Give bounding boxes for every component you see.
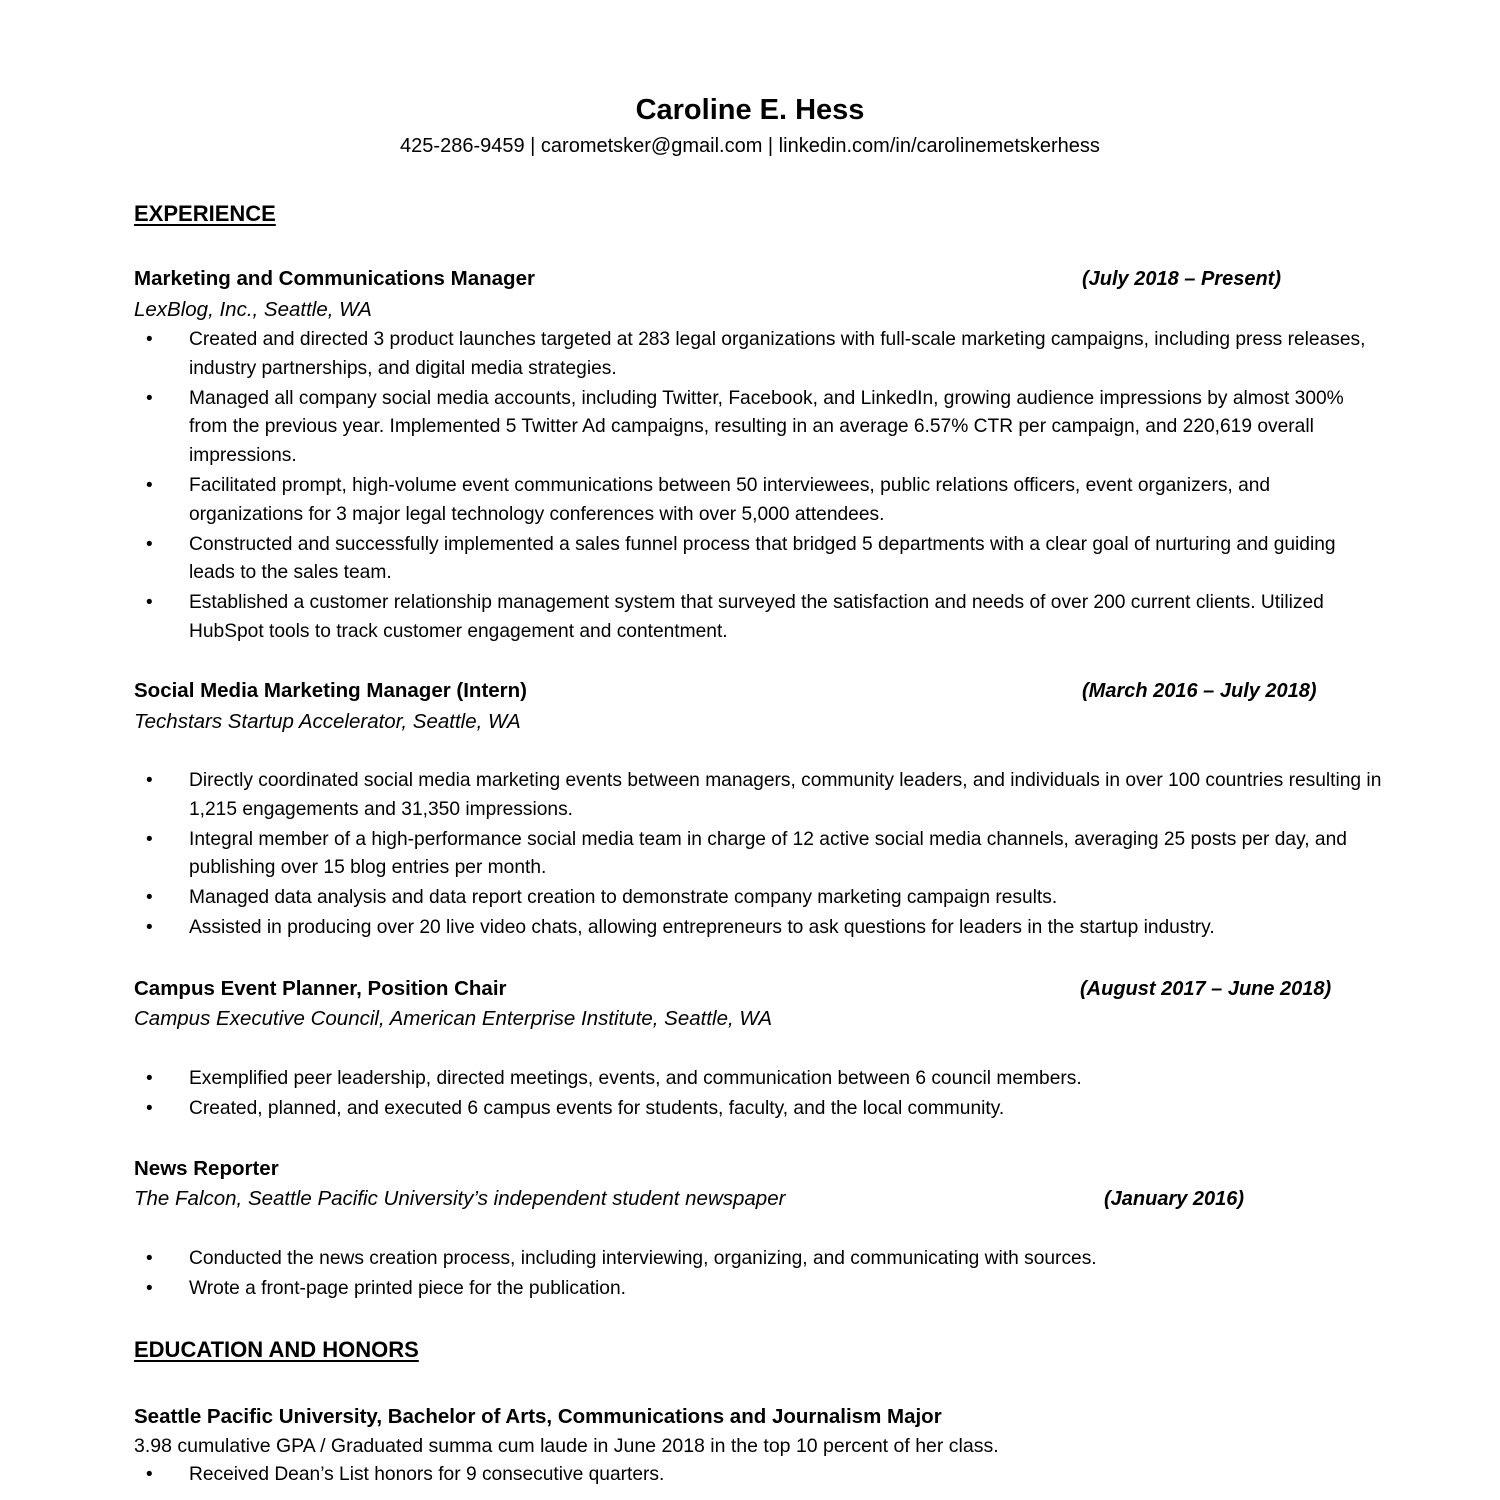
- job-bullets: [134, 1065, 1384, 1125]
- list-item: [134, 767, 1384, 824]
- list-item: [134, 472, 1384, 529]
- bullet-text: Created, planned, and executed 6 campus events for students, faculty, and the local community.: [189, 1098, 1005, 1120]
- bullet-text: Created and directed 3 product launches targeted at 283 legal organizations with full-scale marketing campaigns, including press releases, industry partnerships, and digital media strategies.: [189, 329, 1366, 379]
- bullet-text: Assisted in producing over 20 live video chats, allowing entrepreneurs to ask questions for leaders in the startup industry.: [189, 917, 1215, 939]
- bullet-icon: •: [146, 887, 153, 909]
- list-item: [134, 589, 1384, 646]
- education-heading: EDUCATION AND HONORS: [134, 1337, 419, 1362]
- bullet-text: Managed all company social media accounts, including Twitter, Facebook, and LinkedIn, growing audience impressions by almost 300% from the previous year. Implemented 5 Twitter Ad campaigns, resulting in an average 6.57% CTR per campaign, and 220,619 overall impressions.: [189, 387, 1344, 466]
- job-bullets: [134, 767, 1384, 945]
- bullet-text: Directly coordinated social media marketing events between managers, community leaders, and individuals in over 100 countries resulting in 1,215 engagements and 31,350 impressions.: [189, 770, 1382, 820]
- bullet-icon: •: [146, 1098, 153, 1120]
- bullet-text: Established a customer relationship management system that surveyed the satisfaction and needs of over 200 current clients. Utilized HubSpot tools to track customer engagement and contentment.: [189, 592, 1324, 642]
- list-item: [134, 326, 1384, 383]
- job-dates: (March 2016 – July 2018): [1082, 680, 1317, 702]
- job-employer: Campus Executive Council, American Enterprise Institute, Seattle, WA: [134, 1007, 773, 1030]
- experience-heading: EXPERIENCE: [134, 201, 276, 226]
- bullet-text: Wrote a front-page printed piece for the publication.: [189, 1278, 626, 1300]
- job-title: News Reporter: [134, 1157, 279, 1180]
- list-item: [134, 884, 1384, 913]
- education-bullets: [134, 1461, 1384, 1491]
- list-item: [134, 1065, 1384, 1094]
- list-item: [134, 914, 1384, 943]
- bullet-icon: •: [146, 1248, 153, 1269]
- bullet-text: Exemplified peer leadership, directed meetings, events, and communication between 6 council members.: [189, 1068, 1082, 1089]
- job-dates: (July 2018 – Present): [1082, 268, 1281, 290]
- bullet-text: Managed data analysis and data report creation to demonstrate company marketing campaign results.: [189, 887, 1058, 909]
- bullet-icon: •: [146, 917, 153, 939]
- bullet-icon: •: [146, 1068, 153, 1089]
- list-item: [134, 826, 1384, 883]
- job-employer: Techstars Startup Accelerator, Seattle, WA: [134, 710, 521, 733]
- job-employer: The Falcon, Seattle Pacific University’s independent student newspaper: [134, 1187, 786, 1210]
- bullet-icon: •: [146, 828, 153, 850]
- bullet-icon: •: [146, 592, 153, 614]
- bullet-icon: •: [146, 1278, 153, 1300]
- bullet-icon: •: [146, 474, 153, 496]
- list-item: [134, 1275, 1384, 1304]
- list-item: [134, 385, 1384, 471]
- list-item: [134, 531, 1384, 588]
- bullet-text: Conducted the news creation process, including interviewing, organizing, and communicating with sources.: [189, 1248, 1097, 1269]
- job-bullets: [134, 1245, 1384, 1305]
- education-detail: 3.98 cumulative GPA / Graduated summa cum laude in June 2018 in the top 10 percent of her class.: [134, 1435, 999, 1457]
- bullet-text: Constructed and successfully implemented a sales funnel process that bridged 5 departments with a clear goal of nurturing and guiding leads to the sales team.: [189, 533, 1336, 584]
- job-title: Marketing and Communications Manager: [134, 267, 535, 290]
- resume-name: Caroline E. Hess: [635, 94, 865, 126]
- bullet-icon: •: [146, 533, 153, 555]
- job-title: Campus Event Planner, Position Chair: [134, 977, 507, 1000]
- bullet-text: Integral member of a high-performance social media team in charge of 12 active social media channels, averaging 25 posts per day, and publishing over 15 blog entries per month.: [189, 828, 1347, 879]
- bullet-text: Received Dean’s List honors for 9 consecutive quarters.: [189, 1464, 665, 1485]
- bullet-text: Facilitated prompt, high-volume event communications between 50 interviewees, public relations officers, event organizers, and organizations for 3 major legal technology conferences with over 5,000 attendees.: [189, 474, 1271, 525]
- bullet-icon: •: [146, 387, 153, 409]
- contact-line: 425-286-9459 | carometsker@gmail.com | linkedin.com/in/carolinemetskerhess: [400, 135, 1100, 157]
- job-title: Social Media Marketing Manager (Intern): [134, 679, 527, 702]
- bullet-icon: •: [146, 329, 153, 350]
- job-dates: (August 2017 – June 2018): [1080, 978, 1332, 1000]
- bullet-icon: •: [146, 1464, 153, 1485]
- bullet-icon: •: [146, 770, 153, 791]
- list-item: [134, 1461, 1384, 1490]
- list-item: [134, 1095, 1384, 1124]
- job-employer: LexBlog, Inc., Seattle, WA: [134, 298, 372, 321]
- job-dates: (January 2016): [1104, 1188, 1245, 1210]
- education-title: Seattle Pacific University, Bachelor of Arts, Communications and Journalism Major: [134, 1405, 942, 1428]
- job-bullets: [134, 326, 1384, 648]
- list-item: [134, 1245, 1384, 1274]
